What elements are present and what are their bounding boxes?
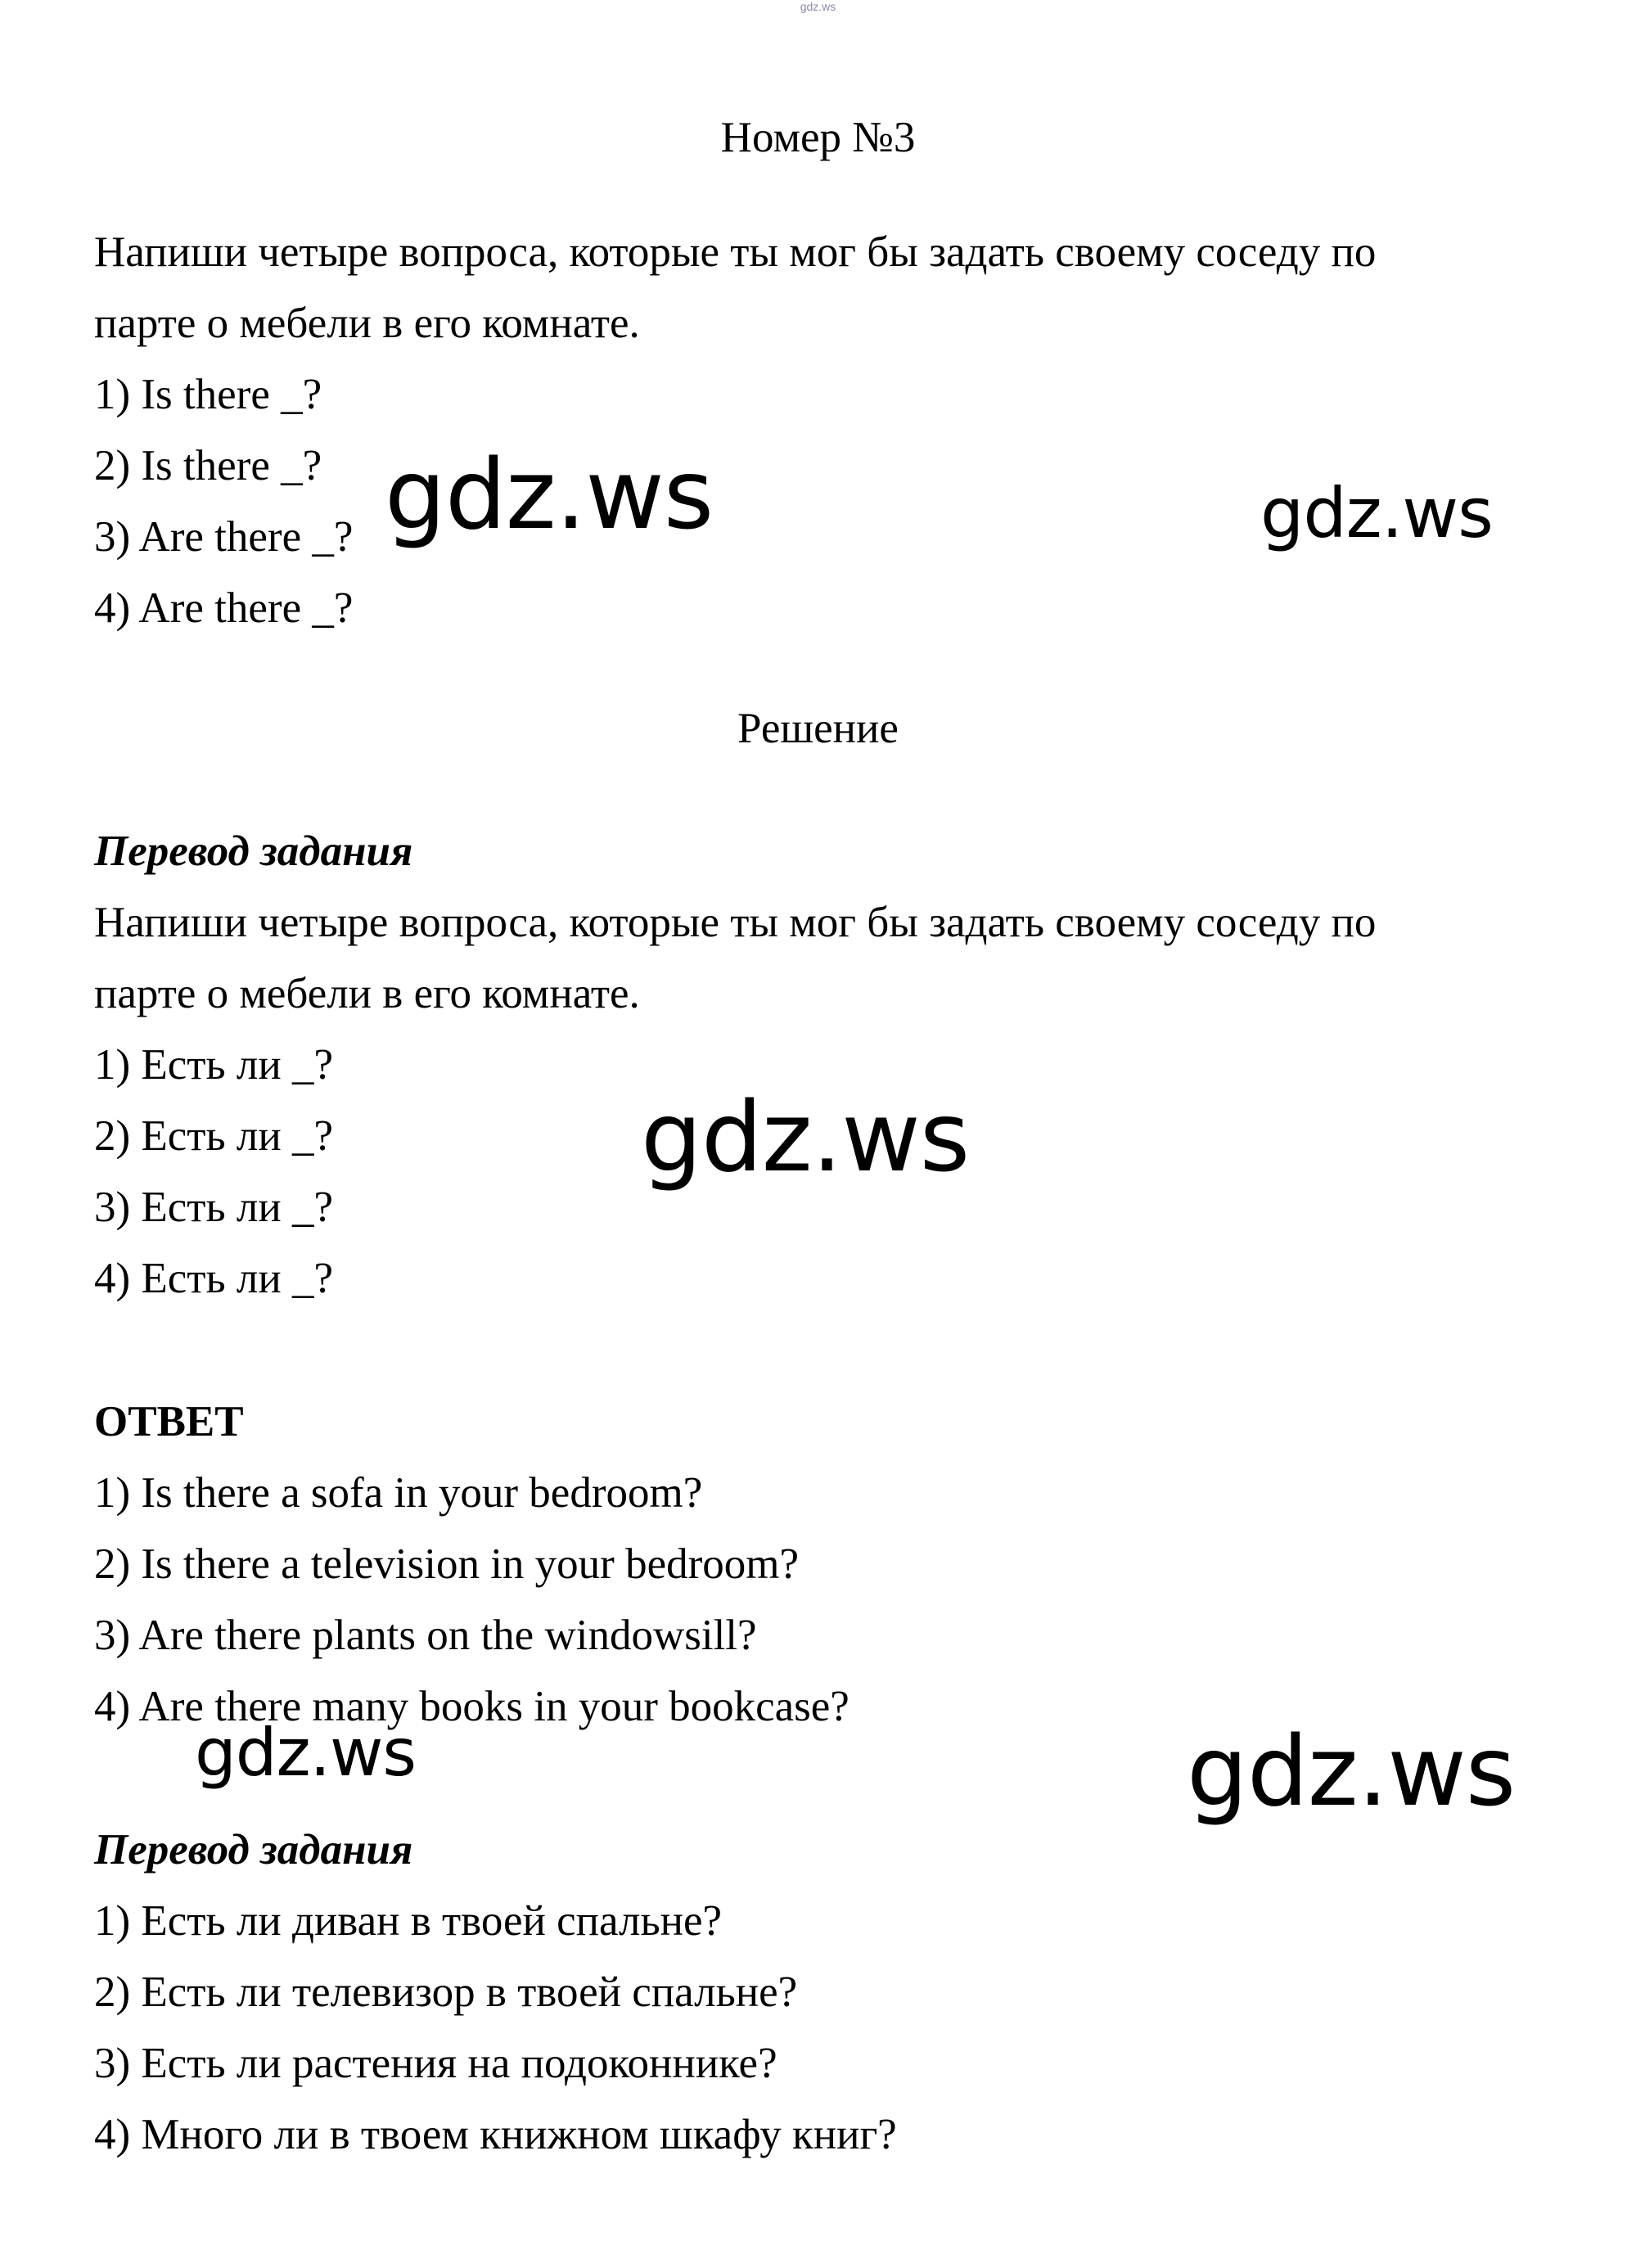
solution-item: 4) Есть ли _? [94,1255,333,1302]
answer-item: 3) Are there plants on the windowsill? [94,1612,757,1659]
watermark: gdz.ws [641,1080,970,1193]
task-item: 3) Are there _? [94,513,354,561]
solution-text-line-2: парте о мебели в его комнате. [94,970,640,1017]
task-item: 4) Are there _? [94,584,354,632]
header-watermark: gdz.ws [800,0,836,13]
solution-text-line-1: Напиши четыре вопроса, которые ты мог бы задать своему соседу по [94,899,1377,946]
answer-translation-item: 3) Есть ли растения на подоконнике? [94,2040,777,2087]
solution-item: 1) Есть ли _? [94,1041,333,1089]
answer-translation-item: 2) Есть ли телевизор в твоей спальне? [94,1968,798,2016]
task-text-line-2: парте о мебели в его комнате. [94,300,640,347]
watermark: gdz.ws [1187,1715,1516,1828]
solution-heading: Решение [737,705,899,752]
solution-item: 2) Есть ли _? [94,1112,333,1160]
answer-translation-item: 1) Есть ли диван в твоей спальне? [94,1897,723,1945]
watermark: gdz.ws [385,438,714,551]
answer-translation-heading: Перевод задания [94,1826,413,1873]
answer-heading: ОТВЕТ [94,1398,244,1445]
watermark: gdz.ws [1260,473,1493,553]
task-item: 1) Is there _? [94,371,322,418]
translation-heading: Перевод задания [94,827,413,875]
task-text-line-1: Напиши четыре вопроса, которые ты мог бы задать своему соседу по [94,228,1377,276]
answer-item: 1) Is there a sofa in your bedroom? [94,1469,703,1517]
answer-translation-item: 4) Много ли в твоем книжном шкафу книг? [94,2111,897,2158]
task-item: 2) Is there _? [94,442,322,489]
page-title: Номер №3 [720,114,916,161]
watermark: gdz.ws [195,1715,417,1791]
answer-item: 4) Are there many books in your bookcase? [94,1683,850,1730]
solution-item: 3) Есть ли _? [94,1184,333,1231]
answer-item: 2) Is there a television in your bedroom? [94,1540,799,1588]
